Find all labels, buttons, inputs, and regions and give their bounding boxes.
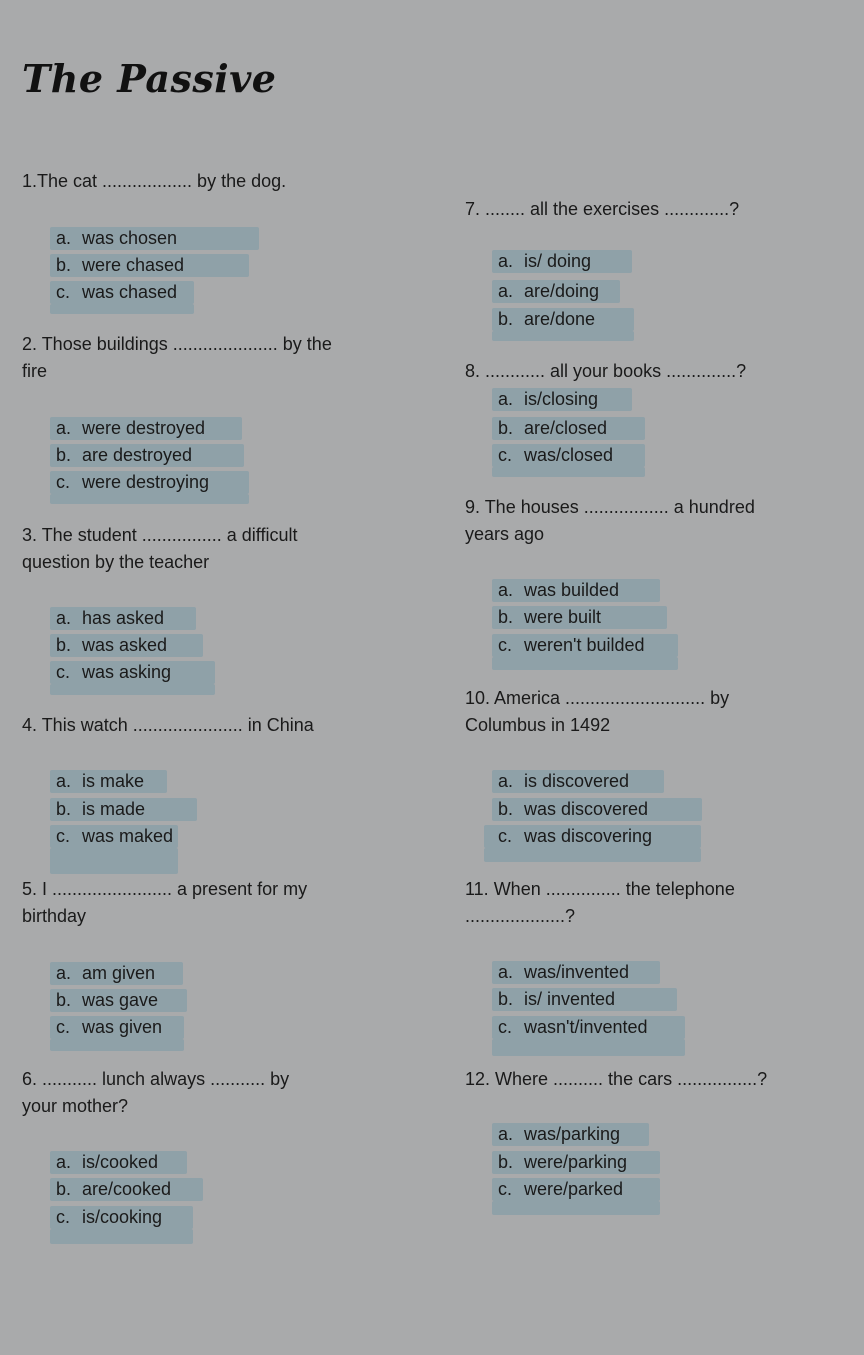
answer-pad	[492, 1039, 685, 1056]
option-2b[interactable]: b. are destroyed	[50, 444, 244, 467]
question-6	[22, 1066, 289, 1120]
option-6b[interactable]: b. are/cooked	[50, 1178, 203, 1201]
question-text-line: Columbus in 1492	[465, 715, 611, 735]
question-12	[465, 1066, 767, 1093]
option-1c[interactable]: c. was chased	[50, 281, 194, 304]
answer-pad	[50, 1039, 184, 1051]
question-text-line: 6. ........... lunch always ........... by	[22, 1069, 290, 1089]
answer-pad	[50, 1229, 193, 1244]
question-text-line: 7. ........ all the exercises .............?	[465, 199, 740, 219]
option-7b[interactable]: a. are/doing	[492, 280, 620, 303]
question-7	[465, 196, 739, 223]
option-1b[interactable]: b. were chased	[50, 254, 249, 277]
option-10c[interactable]: c. was discovering	[484, 825, 701, 848]
option-7a[interactable]: a. is/ doing	[492, 250, 632, 273]
question-text-line: 8. ............ all your books ..............?	[465, 361, 747, 381]
answer-pad	[492, 467, 645, 477]
question-9	[465, 494, 755, 548]
answer-pad	[50, 304, 194, 314]
option-11c[interactable]: c. wasn't/invented	[492, 1016, 685, 1039]
option-6a[interactable]: a. is/cooked	[50, 1151, 187, 1174]
option-1a[interactable]: a. was chosen	[50, 227, 259, 250]
question-text-line: 9. The houses ................. a hundred	[465, 497, 755, 517]
option-3b[interactable]: b. was asked	[50, 634, 203, 657]
answer-pad	[50, 848, 178, 874]
question-text-line: 12. Where .......... the cars ................?	[465, 1069, 768, 1089]
option-5b[interactable]: b. was gave	[50, 989, 187, 1012]
option-5c[interactable]: c. was given	[50, 1016, 184, 1039]
question-4	[22, 712, 314, 739]
option-9b[interactable]: b. were built	[492, 606, 667, 629]
answer-pad	[484, 848, 701, 862]
question-text-line: 11. When ............... the telephone	[465, 879, 735, 899]
option-3a[interactable]: a. has asked	[50, 607, 196, 630]
question-text-line: fire	[22, 361, 48, 381]
option-2a[interactable]: a. were destroyed	[50, 417, 242, 440]
option-3c[interactable]: c. was asking	[50, 661, 215, 684]
question-2	[22, 331, 332, 385]
question-text-line: your mother?	[22, 1096, 129, 1116]
option-11b[interactable]: b. is/ invented	[492, 988, 677, 1011]
question-3	[22, 522, 297, 576]
question-8	[465, 358, 746, 385]
option-4c[interactable]: c. was maked	[50, 825, 178, 848]
option-4b[interactable]: b. is made	[50, 798, 197, 821]
option-8a[interactable]: a. is/closing	[492, 388, 632, 411]
answer-pad	[492, 657, 678, 670]
option-12c[interactable]: c. were/parked	[492, 1178, 660, 1201]
question-text-line: 4. This watch ...................... in China	[22, 715, 314, 735]
answer-pad	[492, 1201, 660, 1215]
answer-pad	[50, 494, 249, 504]
question-text-line: ....................?	[465, 906, 576, 926]
option-12b[interactable]: b. were/parking	[492, 1151, 660, 1174]
option-8b[interactable]: b. are/closed	[492, 417, 645, 440]
question-text-line: 3. The student ................ a difficult	[22, 525, 298, 545]
answer-pad	[50, 684, 215, 695]
question-text-line: birthday	[22, 906, 87, 926]
option-12a[interactable]: a. was/parking	[492, 1123, 649, 1146]
question-1	[22, 168, 286, 195]
option-7c[interactable]: b. are/done	[492, 308, 634, 331]
option-10b[interactable]: b. was discovered	[492, 798, 702, 821]
option-6c[interactable]: c. is/cooking	[50, 1206, 193, 1229]
option-10a[interactable]: a. is discovered	[492, 770, 664, 793]
option-5a[interactable]: a. am given	[50, 962, 183, 985]
question-text-line: question by the teacher	[22, 552, 210, 572]
option-2c[interactable]: c. were destroying	[50, 471, 249, 494]
answer-pad	[492, 331, 634, 341]
question-10	[465, 685, 729, 739]
question-5	[22, 876, 307, 930]
question-text-line: 2. Those buildings ..................... by the	[22, 334, 332, 354]
question-text-line: 10. America ............................ by	[465, 688, 730, 708]
question-text-line: years ago	[465, 524, 545, 544]
option-11a[interactable]: a. was/invented	[492, 961, 660, 984]
option-9a[interactable]: a. was builded	[492, 579, 660, 602]
question-text-line: 1.The cat .................. by the dog.	[22, 171, 287, 191]
option-4a[interactable]: a. is make	[50, 770, 167, 793]
option-9c[interactable]: c. weren't builded	[492, 634, 678, 657]
option-8c[interactable]: c. was/closed	[492, 444, 645, 467]
question-11	[465, 876, 735, 930]
page-title: The Passive	[22, 56, 277, 101]
question-text-line: 5. I ........................ a present for my	[22, 879, 308, 899]
